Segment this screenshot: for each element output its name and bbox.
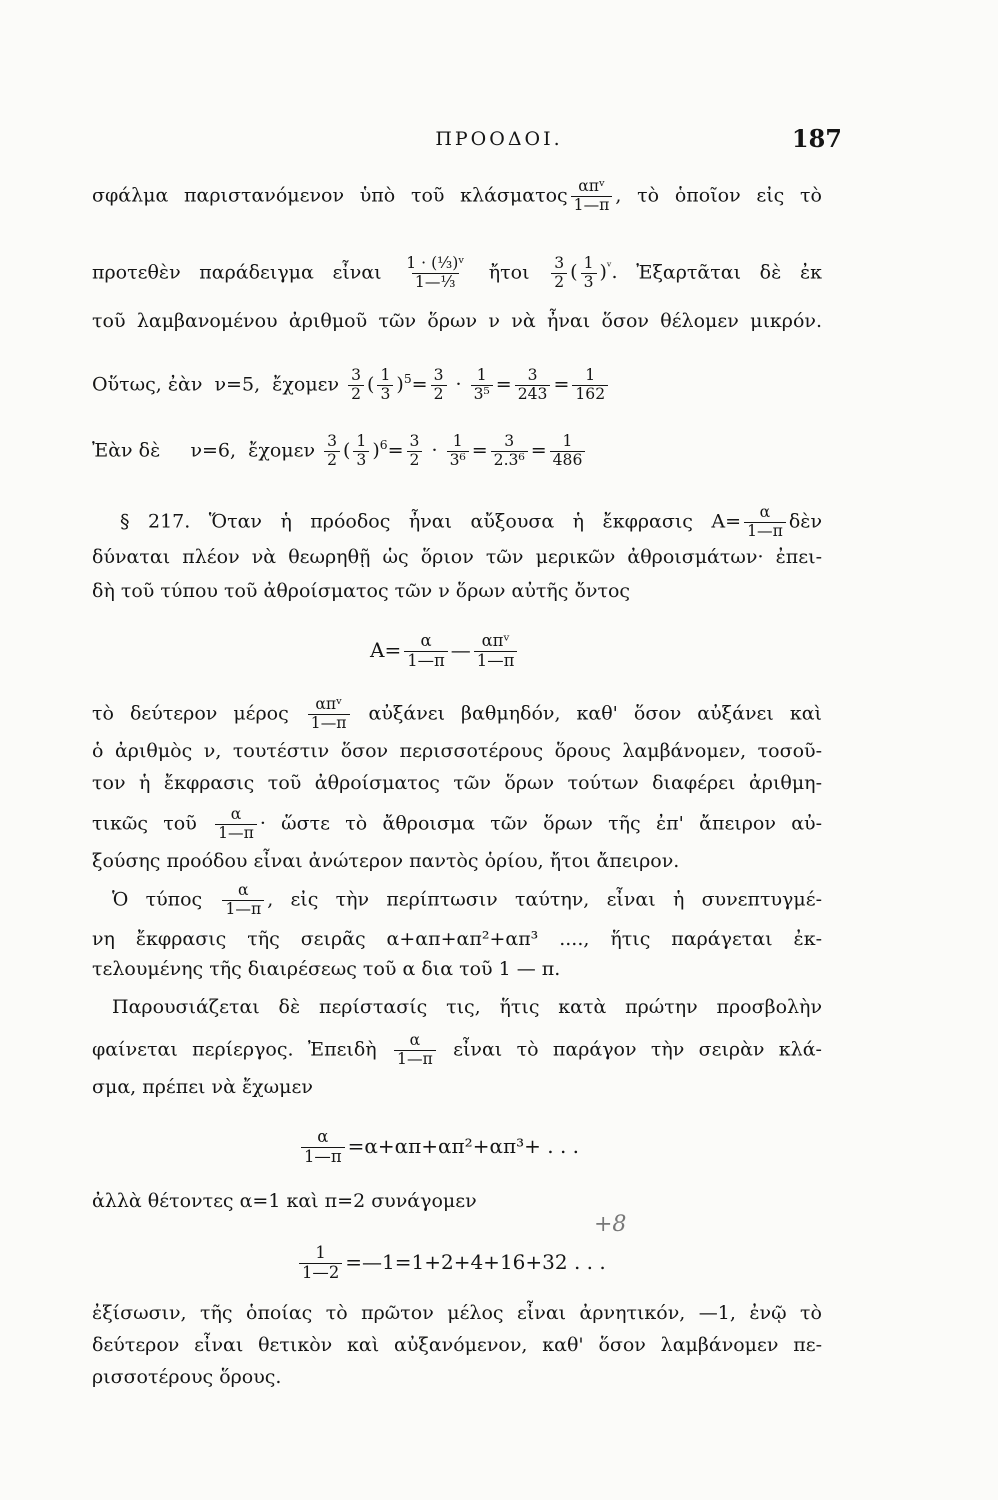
text-line: Παρουσιάζεται δὲ περίστασίς τις, ἥτις κατὰ πρώτην προσβολὴν <box>112 996 822 1018</box>
text-line: τον ἡ ἔκφρασις τοῦ ἀθροίσματος τῶν ὅρων τούτων διαφέρει ἀριθμη- <box>92 772 822 794</box>
equation-sum-formula: Α= $\frac{\alpha}{1—\pi}$ — $\frac{\text{απᵛ}}{1—\pi}$ <box>370 632 670 671</box>
fraction: $\frac{\text{1 · (⅓)ᵛ}}{\text{1—⅓}}$ <box>406 253 465 291</box>
text-line: ξούσης προόδου εἶναι ἀνώτερον παντὸς ὁρίου, ἤτοι ἄπειρον. <box>92 850 680 872</box>
fraction: $\frac{3}{2}$ <box>348 367 364 404</box>
handwritten-note: +8 <box>594 1212 627 1237</box>
text-line: σμα, πρέπει νὰ ἔχωμεν <box>92 1076 313 1098</box>
text-line: τικῶς τοῦ $\frac{\alpha}{1—\pi}$ · ὥστε τὸ ἄθροισμα τῶν ὅρων τῆς ἐπ' ἄπειρον αὐ- <box>92 805 823 842</box>
fraction: $\frac{3}{243}$ <box>515 367 551 404</box>
text-line: ρισσοτέρους ὅρους. <box>92 1366 282 1388</box>
text-line: ἐξίσωσιν, τῆς ὁποίας τὸ πρῶτον μέλος εἶναι ἀρνητικόν, —1, ἐνῷ τὸ <box>92 1302 822 1324</box>
text-line: νη ἔκφρασις τῆς σειρᾶς α+απ+απ²+απ³ ...., ἥτις παράγεται ἐκ- <box>92 928 822 950</box>
running-header: ΠΡΟΟΔΟΙ. <box>435 128 563 150</box>
fraction: $\frac{\alpha}{1—\pi}$ <box>404 632 448 671</box>
fraction: $\frac{\alpha}{1—\pi}$ <box>301 1128 345 1167</box>
text-line: δὴ τοῦ τύπου τοῦ ἀθροίσματος τῶν ν ὅρων αὐτῆς ὄντος <box>92 580 631 602</box>
fraction: $\frac{1}{162}$ <box>572 367 608 404</box>
text-line: σφάλμα παριστανόμενον ὑπὸ τοῦ κλάσματος $\frac{\text{απᵛ}}{1—\pi}$ , τὸ ὁποῖον εἰς τὸ <box>92 177 822 214</box>
text-line: Ὁ τύπος $\frac{\alpha}{1—\pi}$ , εἰς τὴν περίπτωσιν ταύτην, εἶναι ἡ συνεπτυγμέ- <box>112 881 823 918</box>
page-number: 187 <box>791 124 842 153</box>
text-line: τὸ δεύτερον μέρος $\frac{\text{απᵛ}}{1—\pi}$ αὐξάνει βαθμηδόν, καθ' ὅσον αὐξάνει καὶ <box>92 695 822 732</box>
fraction: $\frac{3}{2}$ <box>324 433 340 470</box>
fraction: $\frac{1}{\text{3⁶}}$ <box>447 433 469 470</box>
text-line: τοῦ λαμβανομένου ἀριθμοῦ τῶν ὅρων ν νὰ ἦναι ὅσον θέλομεν μικρόν. <box>92 310 822 332</box>
text-line: δύναται πλέον νὰ θεωρηθῇ ὡς ὅριον τῶν μερικῶν ἀθροισμάτων· ἐπει- <box>92 546 822 568</box>
equation-line: Οὕτως, ἐὰν ν=5, ἔχομεν $\frac{3}{2}$ ( $\frac{1}{3}$ )$^5$= $\frac{3}{2}$ · $\frac{1}{\text{3⁵}}$ = $\frac{3}{243}$ = $\frac{1}{162}$ <box>92 366 822 404</box>
fraction: $\frac{\alpha}{1—\pi}$ <box>744 504 786 541</box>
fraction: $\frac{1}{486}$ <box>550 433 586 470</box>
fraction: $\frac{1}{3}$ <box>353 433 369 470</box>
text-line: δεύτερον εἶναι θετικὸν καὶ αὐξανόμενον, καθ' ὅσον λαμβάνομεν πε- <box>92 1334 822 1356</box>
fraction: $\frac{3}{2}$ <box>431 367 447 404</box>
fraction: $\frac{1}{3}$ <box>581 255 597 292</box>
fraction: $\frac{1}{3}$ <box>377 367 393 404</box>
text-line: προτεθὲν παράδειγμα εἶναι $\frac{\text{1 · (⅓)ᵛ}}{\text{1—⅓}}$ ἤτοι $\frac{3}{2}$ ( $\frac{1}{3}$ )$^ᵛ$. Ἐξαρτᾶται δὲ ἐκ <box>92 253 823 291</box>
equation-series: $\frac{\alpha}{1—\pi}$ =α+απ+απ²+απ³+ . . . <box>298 1128 718 1167</box>
fraction: $\frac{\text{απᵛ}}{1—\pi}$ <box>571 178 613 215</box>
fraction: $\frac{3}{2}$ <box>551 255 567 292</box>
fraction: $\frac{1}{\text{3⁵}}$ <box>471 367 493 404</box>
fraction: $\frac{\alpha}{1—\pi}$ <box>222 882 264 919</box>
fraction: $\frac{\text{απᵛ}}{1—\pi}$ <box>474 632 518 671</box>
fraction: $\frac{\text{απᵛ}}{1—\pi}$ <box>308 696 350 733</box>
section-217-opening: § 217. Ὅταν ἡ πρόοδος ἦναι αὔξουσα ἡ ἔκφρασις Α= $\frac{\alpha}{1—\pi}$ δὲν <box>120 503 822 540</box>
text-line: ἀλλὰ θέτοντες α=1 καὶ π=2 συνάγομεν <box>92 1190 477 1212</box>
fraction: $\frac{3}{\text{2.3⁶}}$ <box>491 433 528 470</box>
text-line: φαίνεται περίεργος. Ἐπειδὴ $\frac{\alpha}{1—\pi}$ εἶναι τὸ παράγον τὴν σειρὰν κλά- <box>92 1031 822 1068</box>
equation-line: Ἐὰν δὲ ν=6, ἔχομεν $\frac{3}{2}$ ( $\frac{1}{3}$ )$^6$= $\frac{3}{2}$ · $\frac{1}{\text{3⁶}}$ = $\frac{3}{\text{2.3⁶}}$ = $\frac{1}{486}$ <box>92 432 822 470</box>
fraction: $\frac{1}{1—2}$ <box>299 1244 342 1283</box>
text-line: ὁ ἀριθμὸς ν, τουτέστιν ὅσον περισσοτέρους ὅρους λαμβάνομεν, τοσοῦ- <box>92 740 822 762</box>
fraction: $\frac{\alpha}{1—\pi}$ <box>215 806 257 843</box>
equation-paradox: $\frac{1}{1—2}$ =—1=1+2+4+16+32 . . . <box>296 1244 736 1283</box>
fraction: $\frac{3}{2}$ <box>407 433 423 470</box>
fraction: $\frac{\alpha}{1—\pi}$ <box>394 1032 436 1069</box>
text-line: τελουμένης τῆς διαιρέσεως τοῦ α δια τοῦ 1 — π. <box>92 958 561 980</box>
